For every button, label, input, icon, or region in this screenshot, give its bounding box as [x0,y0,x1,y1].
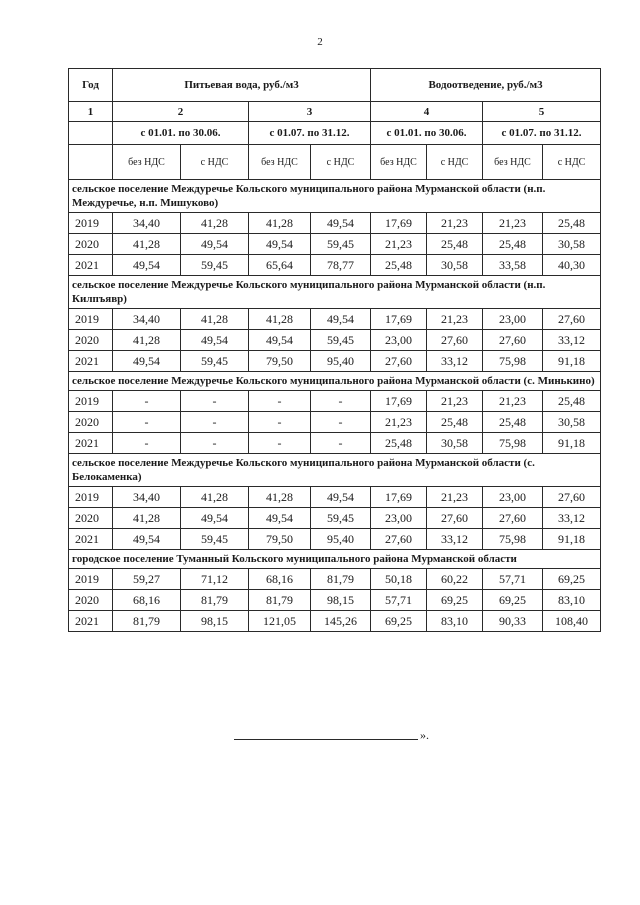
vat-label: с НДС [427,145,483,180]
tariff-value-cell: 41,28 [113,508,181,529]
year-cell: 2020 [69,508,113,529]
tariff-value-cell: 91,18 [543,433,601,454]
tariff-value-cell: 75,98 [483,351,543,372]
column-number: 5 [483,102,601,122]
tariff-value-cell: 25,48 [543,213,601,234]
section-title-row [69,180,601,213]
tariff-value-cell: 59,45 [181,351,249,372]
tariff-value-cell: - [181,412,249,433]
tariff-value-cell: 25,48 [483,412,543,433]
vat-label: с НДС [543,145,601,180]
tariff-value-cell: 59,45 [181,529,249,550]
vat-label: без НДС [371,145,427,180]
tariff-value-cell: 34,40 [113,213,181,234]
vat-empty-cell [69,145,113,180]
tariff-value-cell: 27,60 [371,529,427,550]
table-row [69,487,601,508]
tariff-value-cell: 21,23 [371,412,427,433]
year-cell: 2020 [69,412,113,433]
year-cell: 2020 [69,234,113,255]
tariff-value-cell: 41,28 [181,309,249,330]
tariff-value-cell: 33,12 [427,351,483,372]
tariff-value-cell: 27,60 [483,330,543,351]
tariff-value-cell: 30,58 [543,234,601,255]
tariff-value-cell: 81,79 [249,590,311,611]
tariff-value-cell: 59,45 [311,330,371,351]
tariff-value-cell: 59,27 [113,569,181,590]
tariff-value-cell: 34,40 [113,487,181,508]
tariff-value-cell: 59,45 [181,255,249,276]
tariff-value-cell: 49,54 [113,351,181,372]
section-title: сельское поселение Междуречье Кольского муниципального района Мурманской области (с. Минькино) [69,372,601,391]
tariff-value-cell: 81,79 [181,590,249,611]
tariff-value-cell: 71,12 [181,569,249,590]
closing-mark: ». [420,728,429,742]
table-header-row [69,69,601,102]
vat-label: с НДС [311,145,371,180]
tariff-value-cell: 49,54 [311,309,371,330]
tariff-value-cell: 25,48 [543,391,601,412]
year-cell: 2021 [69,529,113,550]
tariff-value-cell: 50,18 [371,569,427,590]
table-row [69,213,601,234]
year-cell: 2021 [69,351,113,372]
vat-label: с НДС [181,145,249,180]
signature-line [234,739,418,740]
year-cell: 2019 [69,487,113,508]
tariff-value-cell: 27,60 [371,351,427,372]
tariff-value-cell: 17,69 [371,487,427,508]
tariff-value-cell: - [113,433,181,454]
tariff-value-cell: 21,23 [427,213,483,234]
tariff-value-cell: 49,54 [181,508,249,529]
tariff-value-cell: - [181,391,249,412]
year-cell: 2019 [69,213,113,234]
tariff-value-cell: 41,28 [249,487,311,508]
tariff-value-cell: 65,64 [249,255,311,276]
tariff-value-cell: 41,28 [113,234,181,255]
tariff-value-cell: - [311,391,371,412]
tariff-value-cell: 41,28 [249,309,311,330]
tariff-value-cell: 145,26 [311,611,371,632]
tariff-value-cell: 90,33 [483,611,543,632]
tariff-value-cell: - [249,412,311,433]
year-cell: 2021 [69,433,113,454]
section-title: городское поселение Туманный Кольского муниципального района Мурманской области [69,550,601,569]
tariff-value-cell: 33,58 [483,255,543,276]
tariff-value-cell: 25,48 [371,433,427,454]
section-title-row [69,550,601,569]
tariff-value-cell: 34,40 [113,309,181,330]
tariff-value-cell: 25,48 [427,234,483,255]
vat-label: без НДС [249,145,311,180]
table-row [69,508,601,529]
table-row [69,391,601,412]
section-title: сельское поселение Междуречье Кольского муниципального района Мурманской области (с. Белокаменка) [69,454,601,487]
tariff-value-cell: 23,00 [483,487,543,508]
tariff-value-cell: 68,16 [249,569,311,590]
table-row [69,590,601,611]
tariff-value-cell: 21,23 [483,213,543,234]
tariff-value-cell: 95,40 [311,351,371,372]
tariff-value-cell: 21,23 [427,391,483,412]
tariff-value-cell: 27,60 [427,508,483,529]
column-number: 2 [113,102,249,122]
period-label: с 01.01. по 30.06. [113,122,249,145]
tariff-value-cell: 75,98 [483,433,543,454]
tariff-value-cell: 25,48 [427,412,483,433]
tariff-value-cell: 17,69 [371,309,427,330]
table-row [69,255,601,276]
period-label: с 01.01. по 30.06. [371,122,483,145]
tariff-value-cell: - [113,412,181,433]
tariff-value-cell: 40,30 [543,255,601,276]
tariff-value-cell: 49,54 [181,330,249,351]
tariff-value-cell: 69,25 [543,569,601,590]
tariff-value-cell: 17,69 [371,391,427,412]
tariff-value-cell: 41,28 [181,213,249,234]
drinking-water-header: Питьевая вода, руб./м3 [113,69,371,102]
tariff-value-cell: 78,77 [311,255,371,276]
tariff-value-cell: 27,60 [543,487,601,508]
tariff-value-cell: 83,10 [543,590,601,611]
year-cell: 2021 [69,611,113,632]
tariff-value-cell: 21,23 [371,234,427,255]
tariff-value-cell: 33,12 [543,330,601,351]
table-row [69,234,601,255]
year-cell: 2020 [69,590,113,611]
tariff-value-cell: 27,60 [543,309,601,330]
table-row [69,330,601,351]
tariff-value-cell: 25,48 [371,255,427,276]
wastewater-header: Водоотведение, руб./м3 [371,69,601,102]
tariff-value-cell: 23,00 [483,309,543,330]
table-row [69,611,601,632]
tariff-value-cell: 108,40 [543,611,601,632]
section-title-row [69,372,601,391]
tariff-value-cell: 41,28 [113,330,181,351]
year-cell: 2020 [69,330,113,351]
tariff-value-cell: 91,18 [543,351,601,372]
tariff-value-cell: 17,69 [371,213,427,234]
tariff-value-cell: 49,54 [311,487,371,508]
section-title: сельское поселение Междуречье Кольского муниципального района Мурманской области (н.п. Килпъявр) [69,276,601,309]
tariff-value-cell: 81,79 [311,569,371,590]
tariff-value-cell: - [181,433,249,454]
column-number: 1 [69,102,113,122]
tariff-value-cell: 68,16 [113,590,181,611]
year-cell: 2021 [69,255,113,276]
tariff-value-cell: 49,54 [249,234,311,255]
tariff-value-cell: 41,28 [249,213,311,234]
tariff-value-cell: - [249,391,311,412]
column-number: 3 [249,102,371,122]
tariff-value-cell: 33,12 [543,508,601,529]
year-cell: 2019 [69,309,113,330]
tariff-value-cell: - [249,433,311,454]
tariff-value-cell: 60,22 [427,569,483,590]
vat-label: без НДС [483,145,543,180]
year-header: Год [69,69,113,102]
tariff-value-cell: 59,45 [311,508,371,529]
table-row [69,569,601,590]
section-title-row [69,454,601,487]
tariff-value-cell: 27,60 [427,330,483,351]
tariff-value-cell: - [311,433,371,454]
tariff-value-cell: 83,10 [427,611,483,632]
tariff-value-cell: 69,25 [371,611,427,632]
tariff-value-cell: 30,58 [427,255,483,276]
tariff-value-cell: 41,28 [181,487,249,508]
tariff-value-cell: - [113,391,181,412]
table-row [69,309,601,330]
period-label: с 01.07. по 31.12. [483,122,601,145]
tariff-value-cell: 21,23 [427,487,483,508]
tariff-value-cell: 23,00 [371,330,427,351]
table-row [69,351,601,372]
tariff-table [68,68,601,632]
tariff-value-cell: 121,05 [249,611,311,632]
year-cell: 2019 [69,569,113,590]
column-number: 4 [371,102,483,122]
tariff-value-cell: 59,45 [311,234,371,255]
year-cell: 2019 [69,391,113,412]
tariff-value-cell: 21,23 [483,391,543,412]
vat-row [69,145,601,180]
section-title: сельское поселение Междуречье Кольского муниципального района Мурманской области (н.п. Междуречье, н.п. Мишуково) [69,180,601,213]
tariff-value-cell: 75,98 [483,529,543,550]
table-row [69,433,601,454]
tariff-value-cell: 49,54 [249,330,311,351]
tariff-value-cell: 98,15 [181,611,249,632]
tariff-value-cell: 49,54 [311,213,371,234]
tariff-value-cell: 49,54 [113,255,181,276]
tariff-value-cell: 79,50 [249,351,311,372]
tariff-value-cell: 57,71 [371,590,427,611]
table-row [69,529,601,550]
tariff-value-cell: 69,25 [483,590,543,611]
tariff-value-cell: 81,79 [113,611,181,632]
period-empty-cell [69,122,113,145]
tariff-value-cell: 33,12 [427,529,483,550]
tariff-value-cell: 69,25 [427,590,483,611]
tariff-value-cell: 98,15 [311,590,371,611]
period-label: с 01.07. по 31.12. [249,122,371,145]
tariff-value-cell: - [311,412,371,433]
tariff-value-cell: 25,48 [483,234,543,255]
tariff-value-cell: 95,40 [311,529,371,550]
page-number: 2 [317,36,323,48]
tariff-value-cell: 49,54 [113,529,181,550]
table-row [69,412,601,433]
tariff-value-cell: 79,50 [249,529,311,550]
tariff-value-cell: 49,54 [181,234,249,255]
period-row [69,122,601,145]
vat-label: без НДС [113,145,181,180]
tariff-value-cell: 27,60 [483,508,543,529]
tariff-value-cell: 49,54 [249,508,311,529]
tariff-value-cell: 57,71 [483,569,543,590]
section-title-row [69,276,601,309]
tariff-value-cell: 21,23 [427,309,483,330]
tariff-value-cell: 91,18 [543,529,601,550]
column-number-row [69,102,601,122]
tariff-value-cell: 23,00 [371,508,427,529]
tariff-value-cell: 30,58 [427,433,483,454]
tariff-value-cell: 30,58 [543,412,601,433]
